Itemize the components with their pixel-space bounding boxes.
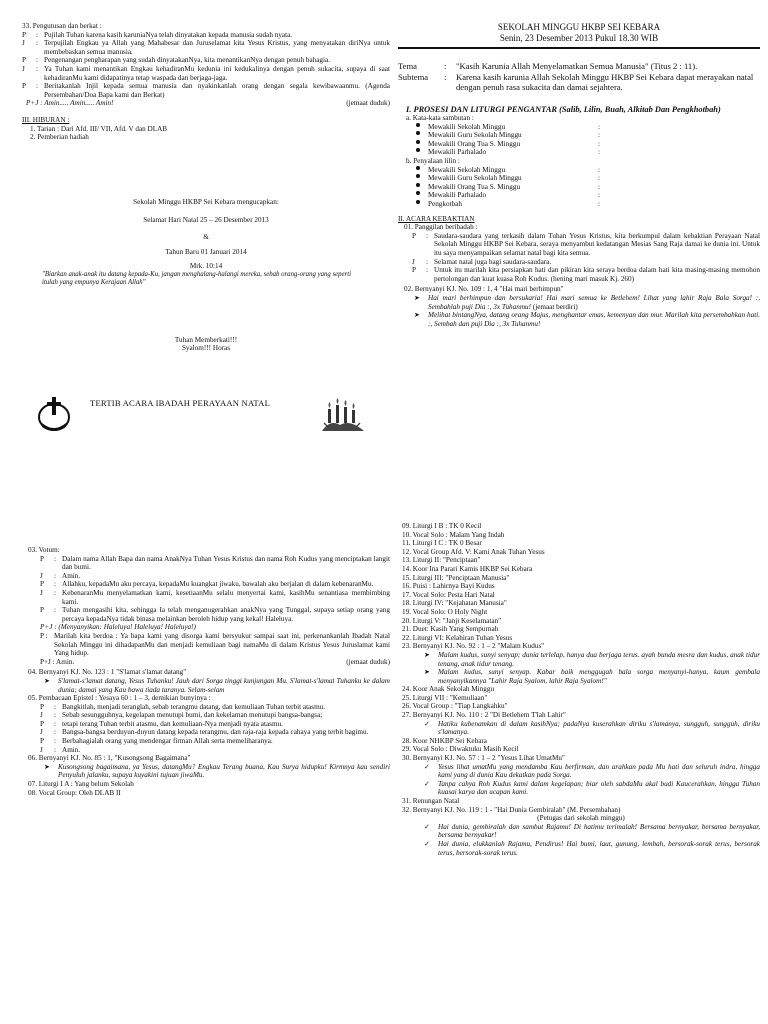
speaker-label: J xyxy=(412,257,415,266)
liturgy-line: J : Terpujilah Engkau ya Allah yang Mahabesar dan Juruselamat kita Yesus Kristus, yang menyatakan diriNya untuk membebaskan semua manusia. xyxy=(22,39,390,56)
program-list-2 xyxy=(402,685,760,719)
representative-label: Mewakili Guru Sekolah Minggu xyxy=(428,174,522,183)
church-logo-icon xyxy=(36,393,72,433)
speaker-label: J xyxy=(40,588,43,597)
item-33-heading: 33. Pengutusan dan berkat : xyxy=(22,22,102,30)
liturgy-text: Saudara-saudara yang terkasih dalam Tuhan Yesus Kristus, kita berkumpul dalam kebaktian Perayaan Natal Sekolah Minggu HKBP Sei Kebara, seraya menyambut kedatangan Mesias Sang Raja damai ke dunia ini. Untuk itu saya menyampaikan selamat natal bagi kita semua. xyxy=(434,231,760,257)
check-arrow-icon: ✓ xyxy=(424,839,431,848)
subtema-colon: : xyxy=(444,71,447,82)
representative-label: Mewakili Parhalado xyxy=(428,148,487,157)
liturgy-line: J : Amin. xyxy=(40,572,390,581)
item-30-verse-2-text: Tanpa cahya Roh Kudus kami dalam kegelapan; biar oleh sabdaMu akal budi Kaucerahkan, hingga Tuhan kuasai karya dan ucapan kami. xyxy=(438,779,760,797)
liturgy-text: KebenaranMu menyelamatkan kami, kesetiaanMu selalu menyertai kami, kasihMu senantiasa membimbing kami. xyxy=(62,588,390,606)
item-04-heading: 04. Bernyanyi KJ. No. 123 : 1 "S'lamat s'lamat datang" xyxy=(28,668,187,677)
program-item: 32. Bernyanyi KJ. No. 119 : 1 - "Hai Dunia Gembiralah" (M. Persembahan) xyxy=(402,805,621,814)
liturgy-line: J : KebenaranMu menyelamatkan kami, kesetiaanMu selalu menyertai kami, kasihMu senantiasa membimbing kami. xyxy=(40,588,390,606)
liturgy-text: Pujilah Tuhan karena kasih karuniaNya telah dinyatakan kepada manusia sudah nyata. xyxy=(44,30,293,39)
liturgy-text: Dalam nama Allah Bapa dan nama AnakNya Tuhan Yesus Kristus dan nama Roh Kudus yang menciptakan langit dan bumi. xyxy=(62,554,390,572)
item-33-liturgy xyxy=(22,31,390,100)
tertib-title: TERTIB ACARA IBADAH PERAYAAN NATAL xyxy=(90,398,271,409)
representative-item xyxy=(398,174,760,183)
header-title: SEKOLAH MINGGU HKBP SEI KEBARA xyxy=(497,22,661,32)
bullet-icon xyxy=(416,123,420,127)
representative-label: Mewakili Parhalado xyxy=(428,191,487,200)
speaker-label: J xyxy=(22,64,25,73)
program-item: 17. Vocal Solo: Pesta Hari Natal xyxy=(402,590,495,599)
representative-item xyxy=(398,131,760,140)
representative-colon: : xyxy=(598,139,600,148)
section-2-title: II. ACARA KEBAKTIAN xyxy=(398,214,475,223)
item-04-verse xyxy=(28,677,390,694)
liturgy-line: J : Amin. xyxy=(40,746,390,755)
item-01-liturgy xyxy=(398,232,760,284)
program-item: 22. Liturgi VI: Kelahiran Tuhan Yesus xyxy=(402,633,513,642)
check-arrow-icon: ✓ xyxy=(424,822,431,831)
program-item: 20. Liturgi V: "Janji Keselamatan" xyxy=(402,616,502,625)
liturgy-line: P : Bangkitlah, menjadi teranglah, sebab terangmu datang, dan kemuliaan Tuhan terbit atasmu. xyxy=(40,703,390,712)
arrow-icon: ➤ xyxy=(424,650,431,659)
item-23-verse-1-text: Malam kudus, sunyi senyap; dunia terlelap, hanya dua berjaga terus. ayah bunda mesra dan kudus, anak tidur tenang, anak tidur tenang. xyxy=(438,650,760,668)
top-right-page xyxy=(398,22,760,522)
program-item: 25. Liturgi VII : "Kemuliaan" xyxy=(402,693,488,702)
item-03-heading: 03. Votum: xyxy=(28,546,60,554)
item-23-verse-1 xyxy=(402,651,760,668)
item-33-response: P+J : Amin..... Amin..... Amin! xyxy=(26,99,114,108)
item-32-verse-2 xyxy=(402,840,760,857)
representative-colon: : xyxy=(598,191,600,200)
speaker-label: P xyxy=(22,82,26,91)
item-32-note: (Petugas dari sekolah minggu) xyxy=(537,814,625,823)
program-item: 28. Koor NHKBP Sei Kebara xyxy=(402,736,487,745)
item-01-heading: 01. Panggilan beribadah : xyxy=(404,223,478,232)
speaker-label: P xyxy=(40,606,44,615)
program-item: 09. Liturgi I B : TK 0 Kecil xyxy=(402,522,482,530)
program-item: 11. Liturgi I C : TK 0 Besar xyxy=(402,539,482,548)
item-30-verse-2 xyxy=(402,780,760,797)
representative-colon: : xyxy=(598,200,600,209)
liturgy-text: Sebab sesungguhnya, kegelapan menutupi bumi, dan kekelaman menutupi bangsa-bangsa; xyxy=(62,711,323,720)
bullet-icon xyxy=(416,148,420,152)
item-02-verse-1-note: (jemaat berdiri) xyxy=(532,302,578,311)
liturgy-text: Beritakanlah Injil kepada semua manusia dan nyakinkanlah orang dengan segala kewibawaanmu. (Agenda Persembahan/Doa Bapa kami dan Berkat) xyxy=(44,82,390,99)
speaker-label: P xyxy=(22,30,26,39)
liturgy-line: P : Dalam nama Allah Bapa dan nama AnakNya Tuhan Yesus Kristus dan nama Roh Kudus yang menciptakan langit dan bumi. xyxy=(40,554,390,572)
item-30-verse-1-text: Yesus lihat umatMu yang mendamba Kau berfirman, dan arahkan pada Mu hati dan seluruh indra, hingga kami yang di dunia Kau dekatkan pada Sorga. xyxy=(438,762,760,780)
speaker-label: P xyxy=(40,719,44,728)
liturgy-text: Bangkitlah, menjadi teranglah, sebab terangmu datang, dan kemuliaan Tuhan terbit atasmu. xyxy=(62,702,326,711)
representative-label: Mewakili Sekolah Minggu xyxy=(428,165,506,174)
item-23-verse-2 xyxy=(402,668,760,685)
speaker-label: J xyxy=(40,745,43,754)
section-a-list xyxy=(398,123,760,157)
tema-colon: : xyxy=(444,61,447,71)
item-27-verse xyxy=(402,720,760,737)
program-item: 15. Liturgi III: "Penciptaan Manusia" xyxy=(402,573,510,582)
program-list-3 xyxy=(402,737,760,763)
item-32-verse-1 xyxy=(402,823,760,840)
section-a-heading: a. Kata-kata sambutan : xyxy=(406,114,474,123)
liturgy-text: Tuhan mengasihi kita, sehingga Ia telah menganugerahkan anakNya yang Tunggal, supaya setiap orang yang percaya kepadaNya tidak binasa melainkan beroleh hidup yang kekal! Haleluya. xyxy=(62,606,390,623)
program-list-1 xyxy=(402,522,760,651)
liturgy-text: Bangsa-bangsa berduyun-duyun datang kepada terangmu, dan raja-raja kepada cahaya yang terbit bagimu. xyxy=(62,728,369,737)
program-item: 29. Vocal Solo : Diwaktuku Masih Kecil xyxy=(402,745,519,754)
blessing-block xyxy=(22,336,390,353)
greeting-block xyxy=(22,198,390,271)
item-03-amen: P+J : Amin. xyxy=(40,657,75,666)
program-item: 16. Puisi : Lahirnya Bayi Kudus xyxy=(402,582,495,591)
representative-colon: : xyxy=(598,174,600,183)
program-item: 26. Vocal Group : "Tiap Langkahku" xyxy=(402,702,508,711)
liturgy-line: J : Bangsa-bangsa berduyun-duyun datang kepada terangmu, dan raja-raja kepada cahaya yang terbit bagimu. xyxy=(40,728,390,737)
program-item: 23. Bernyanyi KJ. No. 92 : 1 – 2 "Malam Kudus" xyxy=(402,642,545,651)
liturgy-line: J : Ya Tuhan kami menantikan Engkau kehadiranMu kedunia ini kedukalinya dengan penuh sukacita, supaya di saat kehadiranMu kami didapatinya tetap waspada dan berjaga-jaga. xyxy=(22,64,390,82)
liturgy-line: P : tetapi terang Tuhan terbit atasmu, dan kemuliaan-Nya menjadi nyata atasmu. xyxy=(40,720,390,729)
item-05-heading: 05. Pembacaan Epistel : Yesaya 60 : 1 – 3, demikian bunyinya : xyxy=(28,694,211,703)
representative-colon: : xyxy=(598,165,600,174)
representative-colon: : xyxy=(598,182,600,191)
arrow-icon: ➤ xyxy=(414,311,421,320)
speaker-label: J xyxy=(40,571,43,580)
representative-colon: : xyxy=(598,148,600,157)
header-date: Senin, 23 Desember 2013 Pukul 18.30 WIB xyxy=(499,33,659,43)
check-arrow-icon: ✓ xyxy=(424,719,431,728)
arrow-icon: ➤ xyxy=(44,676,51,685)
representative-item xyxy=(398,166,760,175)
top-left-page xyxy=(22,22,390,522)
check-arrow-icon: ✓ xyxy=(424,762,431,771)
section-b-heading: b. Penyalaan lilin : xyxy=(406,157,460,166)
liturgy-line: P : Tuhan mengasihi kita, sehingga Ia telah menganugerahkan anakNya yang Tunggal, supaya setiap orang yang percaya kepadaNya tidak binasa melainkan beroleh hidup yang kekal! Haleluya. xyxy=(40,606,390,623)
representative-item xyxy=(398,148,760,157)
program-item: 31. Renungan Natal xyxy=(402,797,460,805)
item-03-liturgy xyxy=(28,555,390,624)
liturgy-line: P : Saudara-saudara yang terkasih dalam Tuhan Yesus Kristus, kita berkumpul dalam kebaktian Perayaan Natal Sekolah Minggu HKBP Sei Kebara, seraya menyambut kedatangan Mesias Sang Raja damai ke dunia ini. Untuk itu saya menyampaikan selamat natal bagi kita semua. xyxy=(412,231,760,257)
blessing-line-1: Tuhan Memberkati!!! xyxy=(174,335,238,344)
item-03-response: P+J : (Menyanyikan: Haleluya! Haleluya! Haleluya!) xyxy=(40,623,196,632)
representative-item xyxy=(398,191,760,200)
liturgy-text: Pengenangan pengharapan yang sudah dinyatakanNya, kita menantikanNya dengan penuh bahagia. xyxy=(44,56,331,65)
greeting-line-3: Tahun Baru 01 Januari 2014 xyxy=(165,247,247,256)
tema-row xyxy=(398,61,760,72)
program-item: 21. Duet: Kasih Yang Sempurnah xyxy=(402,625,499,634)
subtema-row xyxy=(398,72,760,93)
liturgy-text: Allahku, kepadaMu aku percaya, kepadaMu kuangkat jiwaku, bawalah aku berjalan di dalam kebenaranMu. xyxy=(62,580,374,589)
representative-colon: : xyxy=(598,131,600,140)
item-03-prayer-text: Marilah kita berdoa : Ya bapa kami yang disorga kami bersyukur sampai saat ini, perkenankanlah Ibadah Natal Sekolah Minggu ini dihadapanMu dan menjadi kemuliaan bagi namaMu di dalam Kristus Yesus Juruslamat kami Yang hidup. xyxy=(54,631,390,658)
liturgy-text: Amin. xyxy=(62,571,81,580)
liturgy-line: J : Sebab sesungguhnya, kegelapan menutupi bumi, dan kekelaman menutupi bangsa-bangsa; xyxy=(40,711,390,720)
item-02-verse-1 xyxy=(398,294,760,311)
bullet-icon xyxy=(416,174,420,178)
representative-label: Mewakili Orang Tua S. Minggu xyxy=(428,182,521,191)
representative-label: Pengkotbah xyxy=(428,200,462,209)
item-05-liturgy xyxy=(28,703,390,755)
bottom-right-page xyxy=(402,520,760,1020)
speaker-label: P xyxy=(40,554,44,563)
item-03-prayer: P : Marilah kita berdoa : Ya bapa kami yang disorga kami bersyukur sampai saat ini, perkenankanlah Ibadah Natal Sekolah Minggu ini dihadapanMu dan menjadi kemuliaan bagi namaMu di dalam Kristus Yesus Juruslamat kami Yang hidup. xyxy=(40,631,390,658)
speaker-label: J xyxy=(40,711,43,720)
liturgy-line: P : Berbahagialah orang yang mendengar firman Allah serta memeliharanya. xyxy=(40,737,390,746)
speaker-label: P xyxy=(40,580,44,589)
speaker-label: P xyxy=(412,231,416,240)
item-33-note: (jemaat duduk) xyxy=(346,99,390,108)
item-30-verse-1 xyxy=(402,763,760,780)
liturgy-line: P : Pengenangan pengharapan yang sudah dinyatakanNya, kita menantikanNya dengan penuh bahagia. xyxy=(22,56,390,65)
greeting-verse: "Biarkan anak-anak itu datang kepada-Ku, jangan menghalang-halangi mereka, sebab orang-orang yang seperti itulah yang empunya Kerajaan Allah" xyxy=(42,270,351,287)
tema-key: Tema xyxy=(398,61,417,71)
tema-value: "Kasih Karunia Allah Menyelamatkan Semua Manusia" (Titus 2 : 11). xyxy=(456,61,698,71)
item-08: 08. Vocal Group: Oleh DLAB II xyxy=(28,788,121,797)
arrow-icon: ➤ xyxy=(414,293,421,302)
item-32-verse-1-text: Hai dunia, gembiralah dan sambut Rajamu! Di hatimu terimalah! Bersama bernyakar, bersama bernyakar, bersama bernyakar! xyxy=(438,822,760,840)
tertib-row xyxy=(22,391,390,441)
representative-label: Mewakili Sekolah Minggu xyxy=(428,122,506,131)
representative-label: Mewakili Guru Sekolah Minggu xyxy=(428,131,522,140)
representative-item xyxy=(398,123,760,132)
christmas-candles-icon xyxy=(320,397,366,433)
liturgy-line: P : Untuk itu marilah kita persiapkan hati dan pikiran kita seraya berdoa dalam hati kita masing-masing memohon pertolongan dan kuat kuasa Roh Kudus. (hening mari masuk Kj. 260) xyxy=(412,266,760,283)
subtema-key: Subtema xyxy=(398,71,429,82)
bullet-icon xyxy=(416,191,420,195)
hiburan-item: 1. Tarian : Dari Afd. III/ VII, Afd. V dan DLAB xyxy=(30,124,168,133)
program-item: 14. Koor Ina Parari Kamis HKBP Sei Kebara xyxy=(402,564,533,573)
bullet-icon xyxy=(416,183,420,187)
greeting-line-2: Selamat Hari Natal 25 – 26 Desember 2013 xyxy=(143,216,269,225)
program-item: 18. Liturgi IV: "Kejahatan Manusia" xyxy=(402,599,507,608)
representative-item xyxy=(398,200,760,209)
representative-colon: : xyxy=(598,122,600,131)
hiburan-item: 2. Pemberian hadiah xyxy=(30,133,89,142)
blessing-line-2: Syalom!!! Horas xyxy=(181,344,231,353)
program-item: 10. Vocal Solo : Malam Yang Indah xyxy=(402,530,505,539)
item-02-verse-2 xyxy=(398,311,760,328)
liturgy-text: Terpujilah Engkau ya Allah yang Mahabesar dan Juruselamat kita Yesus Kristus, yang menyatakan diriNya untuk membebaskan semua manusia. xyxy=(44,39,390,56)
program-list-4 xyxy=(402,797,760,814)
item-23-verse-2-text: Malam kudus, sunyi senyap. Kabar baik menggugah bala sorga menyanyi-hanya, kaum gembala menyanyikannya "Lahir Raja Syalom, lahir Raja Syalom!" xyxy=(438,668,760,685)
program-item: 12. Vocal Group Afd. V: Kami Anak Tuhan Yesus xyxy=(402,547,545,556)
greeting-ampersand: & xyxy=(203,232,209,241)
greeting-line-1: Sekolah Minggu HKBP Sei Kebara mengucapkan: xyxy=(133,197,279,206)
representative-item xyxy=(398,183,760,192)
item-27-verse-text: Hatiku kubenamkan di dalam kasihNya; padaNya kuserahkan diriku s'lamanya, sungguh, sungguh, diriku s'lamanya. xyxy=(438,719,760,737)
liturgy-line: P : Pujilah Tuhan karena kasih karuniaNya telah dinyatakan kepada manusia sudah nyata. xyxy=(22,31,390,40)
program-item: 27. Bernyanyi KJ. No. 110 : 2 "Di Betlehem T'lah Lahir" xyxy=(402,711,566,720)
speaker-label: P xyxy=(22,56,26,65)
speaker-label: P xyxy=(40,737,44,746)
item-02-verse-1-text: Hai mari berhimpun dan bersukaria! Hai mari semua ke Betlehem! Lihat yang lahir Raja Bala Sorga! :, Sembahlah puji Dia :, 3x Tuhanmu! xyxy=(428,293,760,311)
item-02-heading: 02. Bernyanyi KJ. No. 109 : 1, 4 "Hai mari berhimpun" xyxy=(404,285,564,294)
bullet-icon xyxy=(416,131,420,135)
liturgy-text: tetapi terang Tuhan terbit atasmu, dan kemuliaan-Nya menjadi nyata atasmu. xyxy=(62,719,283,728)
section-1-title: I. PROSESI DAN LITURGI PENGANTAR (Salib, Lilin, Buah, Alkitab Dan Pengkhotbah) xyxy=(406,104,721,114)
liturgy-text: Selamat natal juga bagi saudara-saudara. xyxy=(434,257,552,266)
subtema-value: Karena kasih karunia Allah Sekolah Minggu HKBP Sei Kebara dapat merayakan natal dengan penuh rasa sukacita dan damai sejahtera. xyxy=(456,71,754,92)
item-06-verse xyxy=(28,763,390,780)
check-arrow-icon: ✓ xyxy=(424,779,431,788)
header-divider xyxy=(398,47,760,49)
liturgy-text: Berbahagialah orang yang mendengar firman Allah serta memeliharanya. xyxy=(62,737,273,746)
liturgy-text: Ya Tuhan kami menantikan Engkau kehadiranMu kedunia ini kedukalinya dengan penuh sukacita, supaya di saat kehadiranMu kami didapatinya tetap waspada dan berjaga-jaga. xyxy=(44,64,390,82)
bottom-left-page xyxy=(28,520,390,1020)
speaker-label: J xyxy=(40,728,43,737)
item-04-verse-text: S'lamat-s'lamat datang, Yesus Tuhanku! Jauh dari Sorga tinggi kunjungan Mu. S'lamat-s'lamat Tuhanku ke dalam dunia; damai yang Kau bawa tiada taranya. Selam-selam xyxy=(58,676,390,694)
item-02-verse-2-text: Melihat bintangNya, datang orang Majus, menghantar emas, kemenyan dan mur. Marilah kita persembahkan hati. :, Sembah dan puji Dia :, 3x Tuhanmu! xyxy=(428,311,760,328)
item-32-verse-2-text: Hai dunia, elukkanlah Rajamu, Pendirus! Hai bumi, laut, gunung, lembah, bersorak-sorak terus, bersorak terus, bersorak-sorak terus. xyxy=(438,839,760,857)
arrow-icon: ➤ xyxy=(424,668,431,677)
section-b-list xyxy=(398,166,760,209)
speaker-label: P xyxy=(40,702,44,711)
liturgy-text: Untuk itu marilah kita persiapkan hati dan pikiran kita seraya berdoa dalam hati kita masing-masing memohon pertolongan dan kuat kuasa Roh Kudus. (hening mari masuk Kj. 260) xyxy=(434,266,760,283)
greeting-verse-ref: Mrk. 10:14 xyxy=(189,262,223,271)
item-06-verse-text: Kusongsong bagaimana, ya Yesus, datangMu? Engkau Terang buana, Kau Surya hidupku! Kirmnya kau sendiri Penyuluh jalanku, supaya kuyakini tujuan jiwaMu. xyxy=(58,762,390,780)
representative-item xyxy=(398,140,760,149)
arrow-icon: ➤ xyxy=(44,762,51,771)
liturgy-line: P : Allahku, kepadaMu aku percaya, kepadaMu kuangkat jiwaku, bawalah aku berjalan di dalam kebenaranMu. xyxy=(40,580,390,589)
item-06-heading: 06. Bernyanyi KJ. No. 85 : 1, "Kusongsong Bagaimana" xyxy=(28,754,191,763)
speaker-label: P xyxy=(412,266,416,275)
bullet-icon xyxy=(416,140,420,144)
liturgy-text: Amin. xyxy=(62,745,81,754)
liturgy-line: P : Beritakanlah Injil kepada semua manusia dan nyakinkanlah orang dengan segala kewibawaanmu. (Agenda Persembahan/Doa Bapa kami dan Berkat) xyxy=(22,82,390,99)
bullet-icon xyxy=(416,166,420,170)
program-item: 24. Koor Anak Sekolah Minggu xyxy=(402,685,495,694)
program-item: 19. Vocal Solo: O Holy Night xyxy=(402,607,488,616)
program-item: 30. Bernyanyi KJ. No. 57 : 1 – 2 "Yesus Lihat UmatMu" xyxy=(402,754,565,763)
hiburan-heading: III. HIBURAN : xyxy=(22,115,70,124)
liturgy-line: J : Selamat natal juga bagi saudara-saudara. xyxy=(412,258,760,267)
item-03-note: (jemaat duduk) xyxy=(346,657,390,666)
speaker-label: J xyxy=(22,39,25,48)
page-header xyxy=(398,22,760,44)
representative-label: Mewakili Orang Tua S. Minggu xyxy=(428,139,521,148)
item-07: 07. Liturgi I A : Yang belum Sekolah xyxy=(28,780,134,789)
bullet-icon xyxy=(416,200,420,204)
program-item: 13. Liturgi II: "Penciptaan" xyxy=(402,556,481,565)
hiburan-list xyxy=(22,125,390,142)
